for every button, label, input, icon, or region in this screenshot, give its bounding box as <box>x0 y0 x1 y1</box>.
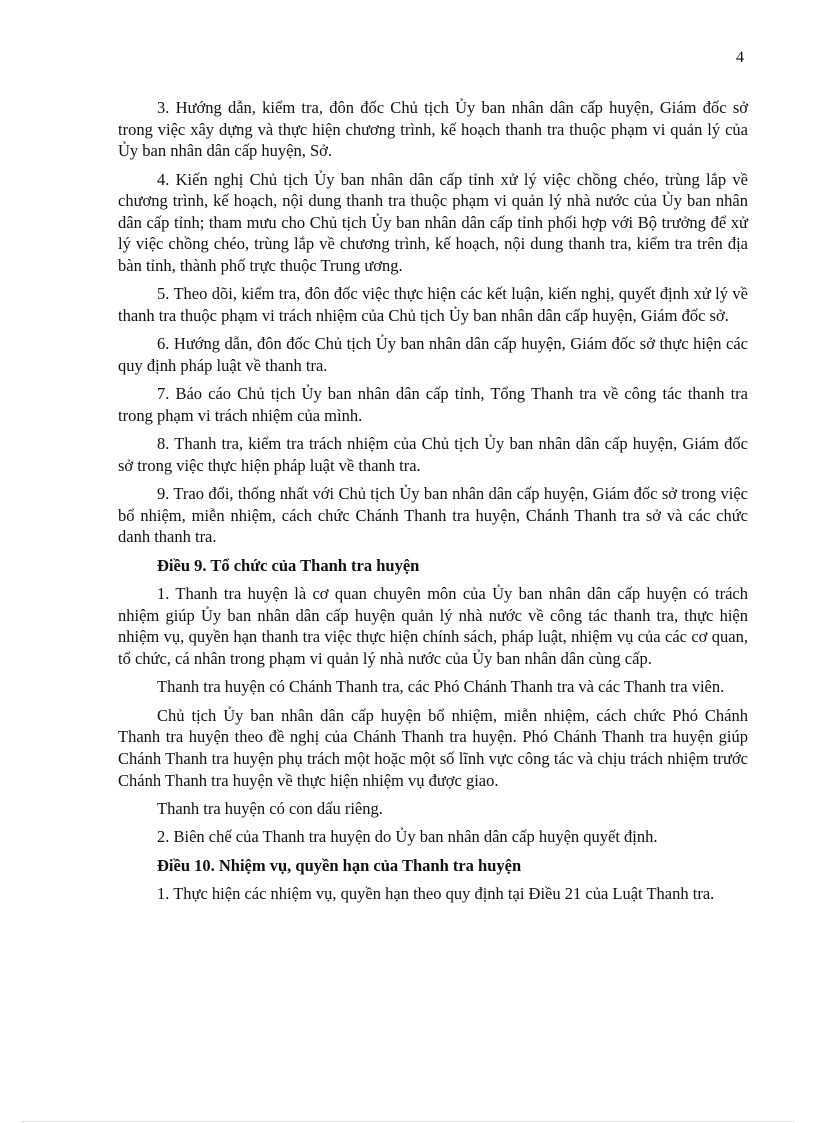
paragraph-item-4: 4. Kiến nghị Chủ tịch Ủy ban nhân dân cấp tỉnh xử lý việc chồng chéo, trùng lắp về chương trình, kế hoạch, nội dung thanh tra thuộc phạm vi quản lý nhà nước của Ủy ban nhân dân cấp tỉnh; tham mưu cho Chủ tịch Ủy ban nhân dân cấp tỉnh phối hợp với Bộ trưởng để xử lý việc chồng chéo, trùng lắp về chương trình, kế hoạch, nội dung thanh tra, kiểm tra trên địa bàn tỉnh, thành phố trực thuộc Trung ương. <box>118 169 748 275</box>
paragraph-item-7: 7. Báo cáo Chủ tịch Ủy ban nhân dân cấp tỉnh, Tổng Thanh tra về công tác thanh tra trong phạm vi trách nhiệm của mình. <box>118 384 748 425</box>
article-9-appointment: Chủ tịch Ủy ban nhân dân cấp huyện bổ nhiệm, miễn nhiệm, cách chức Phó Chánh Thanh tra huyện theo đề nghị của Chánh Thanh tra huyện. Phó Chánh Thanh tra huyện giúp Chánh Thanh tra huyện phụ trách một hoặc một số lĩnh vực công tác và chịu trách nhiệm trước Chánh Thanh tra huyện về thực hiện nhiệm vụ được giao. <box>118 705 748 790</box>
page-number: 4 <box>736 49 744 66</box>
article-9-heading: Điều 9. Tổ chức của Thanh tra huyện <box>157 555 420 575</box>
paragraph-item-9: 9. Trao đổi, thống nhất với Chủ tịch Ủy ban nhân dân cấp huyện, Giám đốc sở trong việc bổ nhiệm, miễn nhiệm, cách chức Chánh Thanh tra huyện, Chánh Thanh tra sở và các chức danh thanh tra. <box>118 484 748 547</box>
article-10-heading: Điều 10. Nhiệm vụ, quyền hạn của Thanh tra huyện <box>157 855 522 875</box>
paragraph-item-3: 3. Hướng dẫn, kiểm tra, đôn đốc Chủ tịch Ủy ban nhân dân cấp huyện, Giám đốc sở trong việc xây dựng và thực hiện chương trình, kế hoạch thanh tra thuộc phạm vi quản lý của Ủy ban nhân dân cấp huyện, Sở. <box>118 98 748 161</box>
article-9-clause-1: 1. Thanh tra huyện là cơ quan chuyên môn của Ủy ban nhân dân cấp huyện có trách nhiệm giúp Ủy ban nhân dân cấp huyện quản lý nhà nước về công tác thanh tra, thực hiện nhiệm vụ, quyền hạn thanh tra việc thực hiện chính sách, pháp luật, nhiệm vụ của các cơ quan, tổ chức, cá nhân trong phạm vi quản lý nhà nước của Ủy ban nhân dân cùng cấp. <box>118 584 748 669</box>
paragraph-item-8: 8. Thanh tra, kiểm tra trách nhiệm của Chủ tịch Ủy ban nhân dân cấp huyện, Giám đốc sở trong việc thực hiện pháp luật về thanh tra. <box>118 434 748 475</box>
article-9-composition: Thanh tra huyện có Chánh Thanh tra, các Phó Chánh Thanh tra và các Thanh tra viên. <box>157 677 725 697</box>
article-10-clause-1: 1. Thực hiện các nhiệm vụ, quyền hạn theo quy định tại Điều 21 của Luật Thanh tra. <box>157 884 715 904</box>
article-9-clause-2: 2. Biên chế của Thanh tra huyện do Ủy ban nhân dân cấp huyện quyết định. <box>157 827 658 847</box>
paragraph-item-5: 5. Theo dõi, kiểm tra, đôn đốc việc thực hiện các kết luận, kiến nghị, quyết định xử lý về thanh tra thuộc phạm vi trách nhiệm của Chủ tịch Ủy ban nhân dân cấp huyện, Giám đốc sở. <box>118 284 748 325</box>
article-9-seal: Thanh tra huyện có con dấu riêng. <box>157 798 383 818</box>
paragraph-item-6: 6. Hướng dẫn, đôn đốc Chủ tịch Ủy ban nhân dân cấp huyện, Giám đốc sở thực hiện các quy định pháp luật về thanh tra. <box>118 334 748 375</box>
document-body <box>118 97 748 912</box>
footer-divider <box>22 1121 794 1122</box>
